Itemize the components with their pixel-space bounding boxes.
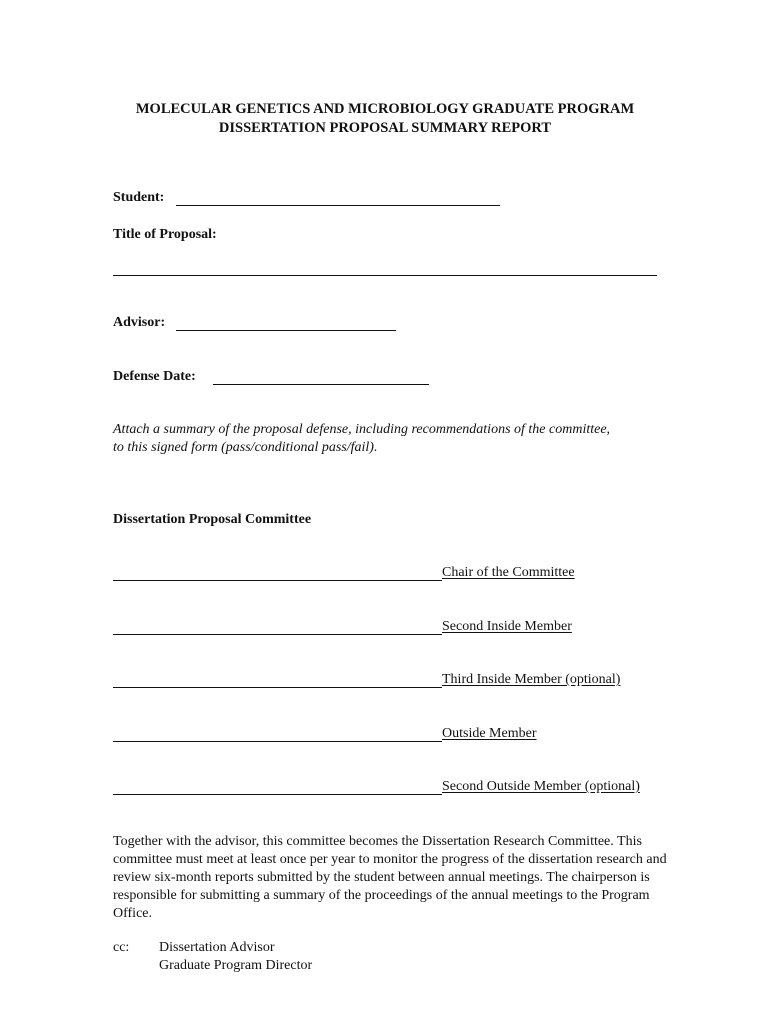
committee-role-outside: Outside Member xyxy=(442,726,537,741)
student-label: Student: xyxy=(113,190,165,205)
cc-label: cc: xyxy=(113,940,130,955)
advisor-field[interactable] xyxy=(176,330,396,331)
title-of-proposal-field[interactable] xyxy=(113,275,657,276)
signature-line-second-outside[interactable] xyxy=(113,794,442,795)
student-field[interactable] xyxy=(176,205,500,206)
committee-heading: Dissertation Proposal Committee xyxy=(113,512,312,527)
form-title: DISSERTATION PROPOSAL SUMMARY REPORT xyxy=(218,120,552,136)
advisor-label: Advisor: xyxy=(113,315,166,330)
program-title: MOLECULAR GENETICS AND MICROBIOLOGY GRADUATE PROGRAM xyxy=(135,101,635,117)
committee-description: Together with the advisor, this committee becomes the Dissertation Research Committee. This committee must meet at least once per year to monitor the progress of the dissertation research and review six-month reports submitted by the student between annual meetings. The chairperson is responsible for submitting a summary of the proceedings of the annual meetings to the Program Office. xyxy=(113,834,667,921)
signature-line-second-inside[interactable] xyxy=(113,634,442,635)
committee-role-second-inside: Second Inside Member xyxy=(442,619,572,634)
defense-date-field[interactable] xyxy=(213,384,429,385)
cc-recipient: Graduate Program Director xyxy=(159,958,313,973)
instructions-line-2: to this signed form (pass/conditional pass/fail). xyxy=(113,440,378,455)
signature-line-outside[interactable] xyxy=(113,741,442,742)
instructions-line-1: Attach a summary of the proposal defense, including recommendations of the committee, xyxy=(113,422,611,437)
committee-role-third-inside: Third Inside Member (optional) xyxy=(442,672,621,687)
committee-role-second-outside: Second Outside Member (optional) xyxy=(442,779,640,794)
title-of-proposal-label: Title of Proposal: xyxy=(113,227,217,242)
signature-line-third-inside[interactable] xyxy=(113,687,442,688)
defense-date-label: Defense Date: xyxy=(113,369,196,384)
signature-line-chair[interactable] xyxy=(113,580,442,581)
committee-role-chair: Chair of the Committee xyxy=(442,565,575,580)
cc-recipient: Dissertation Advisor xyxy=(159,940,275,955)
